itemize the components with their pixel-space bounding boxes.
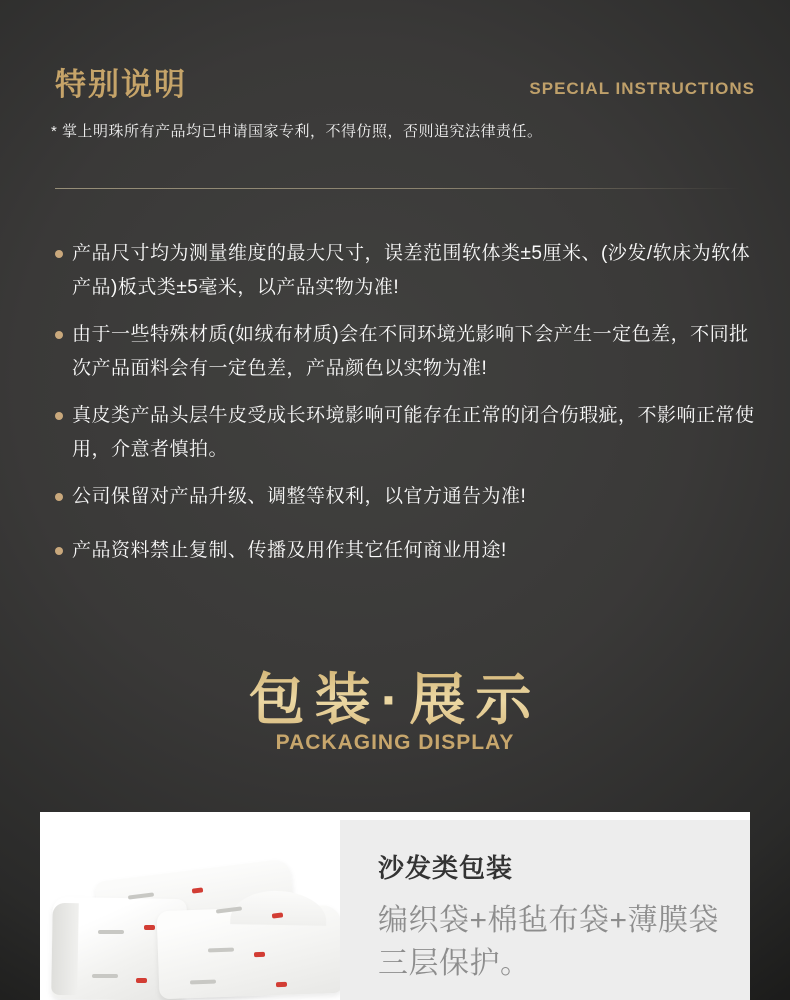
packaging-card-line2: 三层保护。: [378, 947, 531, 980]
disclaimer-text: 公司保留对产品升级、调整等权利，以官方通告为准!: [72, 486, 527, 507]
disclaimer-item: [55, 237, 755, 305]
label-mark: [276, 982, 287, 987]
label-mark: [144, 925, 155, 930]
label-mark: [136, 978, 147, 983]
special-instructions-section: [51, 66, 755, 581]
sofa-packaging-photo: [40, 812, 340, 1000]
packaging-card-line1: 编织袋+棉毡布袋+薄膜袋: [378, 904, 720, 937]
bullet-dot-icon: [55, 547, 63, 555]
label-mark: [92, 974, 118, 978]
label-mark: [98, 930, 124, 934]
section-header: [55, 66, 755, 104]
packaging-title-cn: 包装·展示: [0, 656, 790, 736]
section-title-en: SPECIAL INSTRUCTIONS: [529, 79, 755, 98]
disclaimer-text: 由于一些特殊材质(如绒布材质)会在不同环境光影响下会产生一定色差，不同批次产品面料会有一定色差，产品颜色以实物为准!: [72, 324, 749, 379]
label-mark: [254, 952, 265, 957]
disclaimer-text: 真皮类产品头层牛皮受成长环境影响可能存在正常的闭合伤瑕疵，不影响正常使用，介意者慎拍。: [72, 405, 755, 460]
packaging-title-en: PACKAGING DISPLAY: [275, 731, 515, 754]
packaging-card-heading: 沙发类包装: [378, 853, 514, 883]
bullet-dot-icon: [55, 250, 63, 258]
disclaimer-item: [55, 399, 755, 467]
disclaimer-text: 产品尺寸均为测量维度的最大尺寸，误差范围软体类±5厘米、(沙发/软床为软体产品)板式类±5毫米，以产品实物为准!: [72, 243, 751, 298]
disclaimer-text: 产品资料禁止复制、传播及用作其它任何商业用途!: [72, 540, 507, 561]
disclaimer-item: [55, 534, 755, 568]
section-title-cn: 特别说明: [55, 67, 187, 102]
disclaimer-item: [55, 318, 755, 386]
bullet-dot-icon: [55, 412, 63, 420]
packaging-info-panel: [340, 820, 750, 1000]
disclaimer-list: [55, 237, 755, 568]
package-bundle-right: [157, 905, 340, 999]
disclaimer-item: [55, 480, 755, 514]
bullet-dot-icon: [55, 331, 63, 339]
patent-note: * 掌上明珠所有产品均已申请国家专利，不得仿照，否则追究法律责任。: [51, 123, 543, 140]
packaging-card: [40, 812, 750, 1000]
divider-line: [55, 188, 755, 189]
bullet-dot-icon: [55, 493, 63, 501]
